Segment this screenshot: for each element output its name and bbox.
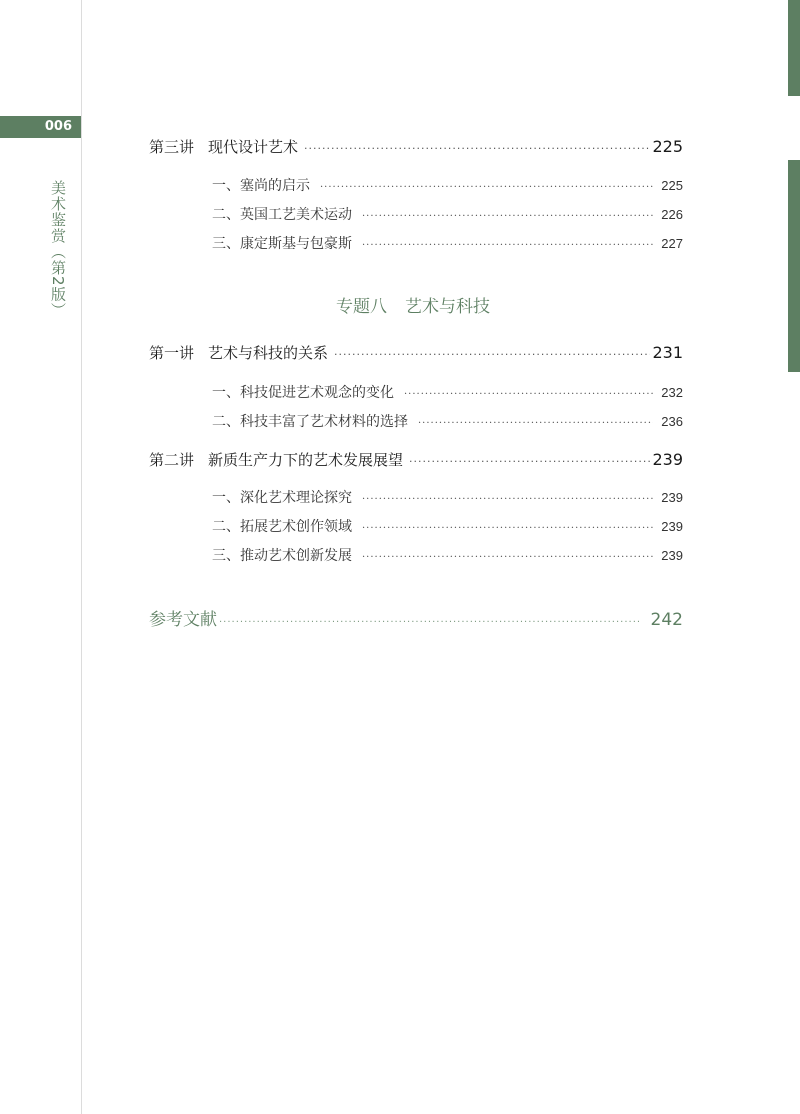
toc-lecture-row[interactable] <box>149 136 683 157</box>
margin-rule <box>81 0 82 1114</box>
page-ref: 239 <box>661 490 683 505</box>
lecture-number: 第二讲 <box>149 451 195 469</box>
dot-leader <box>362 211 653 222</box>
toc-section-row[interactable] <box>212 516 683 536</box>
toc-section-row[interactable] <box>212 411 683 431</box>
lecture-title: 新质生产力下的艺术发展展望 <box>208 451 404 469</box>
toc-references-row[interactable] <box>149 605 683 630</box>
dot-leader <box>362 494 653 505</box>
page-ref: 226 <box>661 207 683 222</box>
toc-lecture-row[interactable] <box>149 342 683 363</box>
section-title: 一、科技促进艺术观念的变化 <box>212 385 394 401</box>
topic-label: 专题八 <box>336 297 387 317</box>
toc-section-row[interactable] <box>212 204 683 224</box>
dot-leader <box>418 418 653 429</box>
toc-section-row[interactable] <box>212 233 683 253</box>
page-ref: 225 <box>661 178 683 193</box>
dot-leader <box>362 240 653 251</box>
page-ref: 239 <box>661 519 683 534</box>
dot-leader <box>362 523 653 534</box>
dot-leader <box>320 182 653 193</box>
page-ref: 242 <box>650 610 683 630</box>
dot-leader <box>409 455 650 468</box>
section-title: 二、科技丰富了艺术材料的选择 <box>212 414 408 430</box>
page-ref: 227 <box>661 236 683 251</box>
page-ref: 225 <box>652 137 683 156</box>
dot-leader <box>304 142 650 155</box>
page-ref: 231 <box>652 343 683 362</box>
section-title: 二、拓展艺术创作领域 <box>212 519 352 535</box>
running-book-title: 美术鉴赏（第2版） <box>49 180 67 319</box>
section-title: 一、深化艺术理论探究 <box>212 490 352 506</box>
dot-leader <box>219 617 641 628</box>
page-ref: 236 <box>661 414 683 429</box>
section-title: 二、英国工艺美术运动 <box>212 207 352 223</box>
dot-leader <box>362 552 653 563</box>
section-title: 一、塞尚的启示 <box>212 178 310 194</box>
lecture-title: 现代设计艺术 <box>208 138 299 156</box>
toc-section-row[interactable] <box>212 487 683 507</box>
dot-leader <box>404 389 653 400</box>
references-title: 参考文献 <box>149 610 217 630</box>
lecture-number: 第三讲 <box>149 138 195 156</box>
section-title: 三、推动艺术创新发展 <box>212 548 352 564</box>
page-ref: 239 <box>661 548 683 563</box>
lecture-number: 第一讲 <box>149 344 195 362</box>
toc-section-row[interactable] <box>212 382 683 402</box>
toc-lecture-row[interactable] <box>149 449 683 470</box>
dot-leader <box>334 348 650 361</box>
lecture-title: 艺术与科技的关系 <box>208 344 329 362</box>
toc-section-row[interactable] <box>212 545 683 565</box>
page-ref: 239 <box>652 450 683 469</box>
section-title: 三、康定斯基与包豪斯 <box>212 236 352 252</box>
page-number: 006 <box>44 119 72 134</box>
page-ref: 232 <box>661 385 683 400</box>
topic-title: 艺术与科技 <box>405 297 490 317</box>
topic-heading <box>336 292 490 317</box>
toc-section-row[interactable] <box>212 175 683 195</box>
edge-color-bar-top <box>788 0 800 96</box>
page-number-tab <box>0 116 81 138</box>
edge-color-bar-middle <box>788 160 800 372</box>
